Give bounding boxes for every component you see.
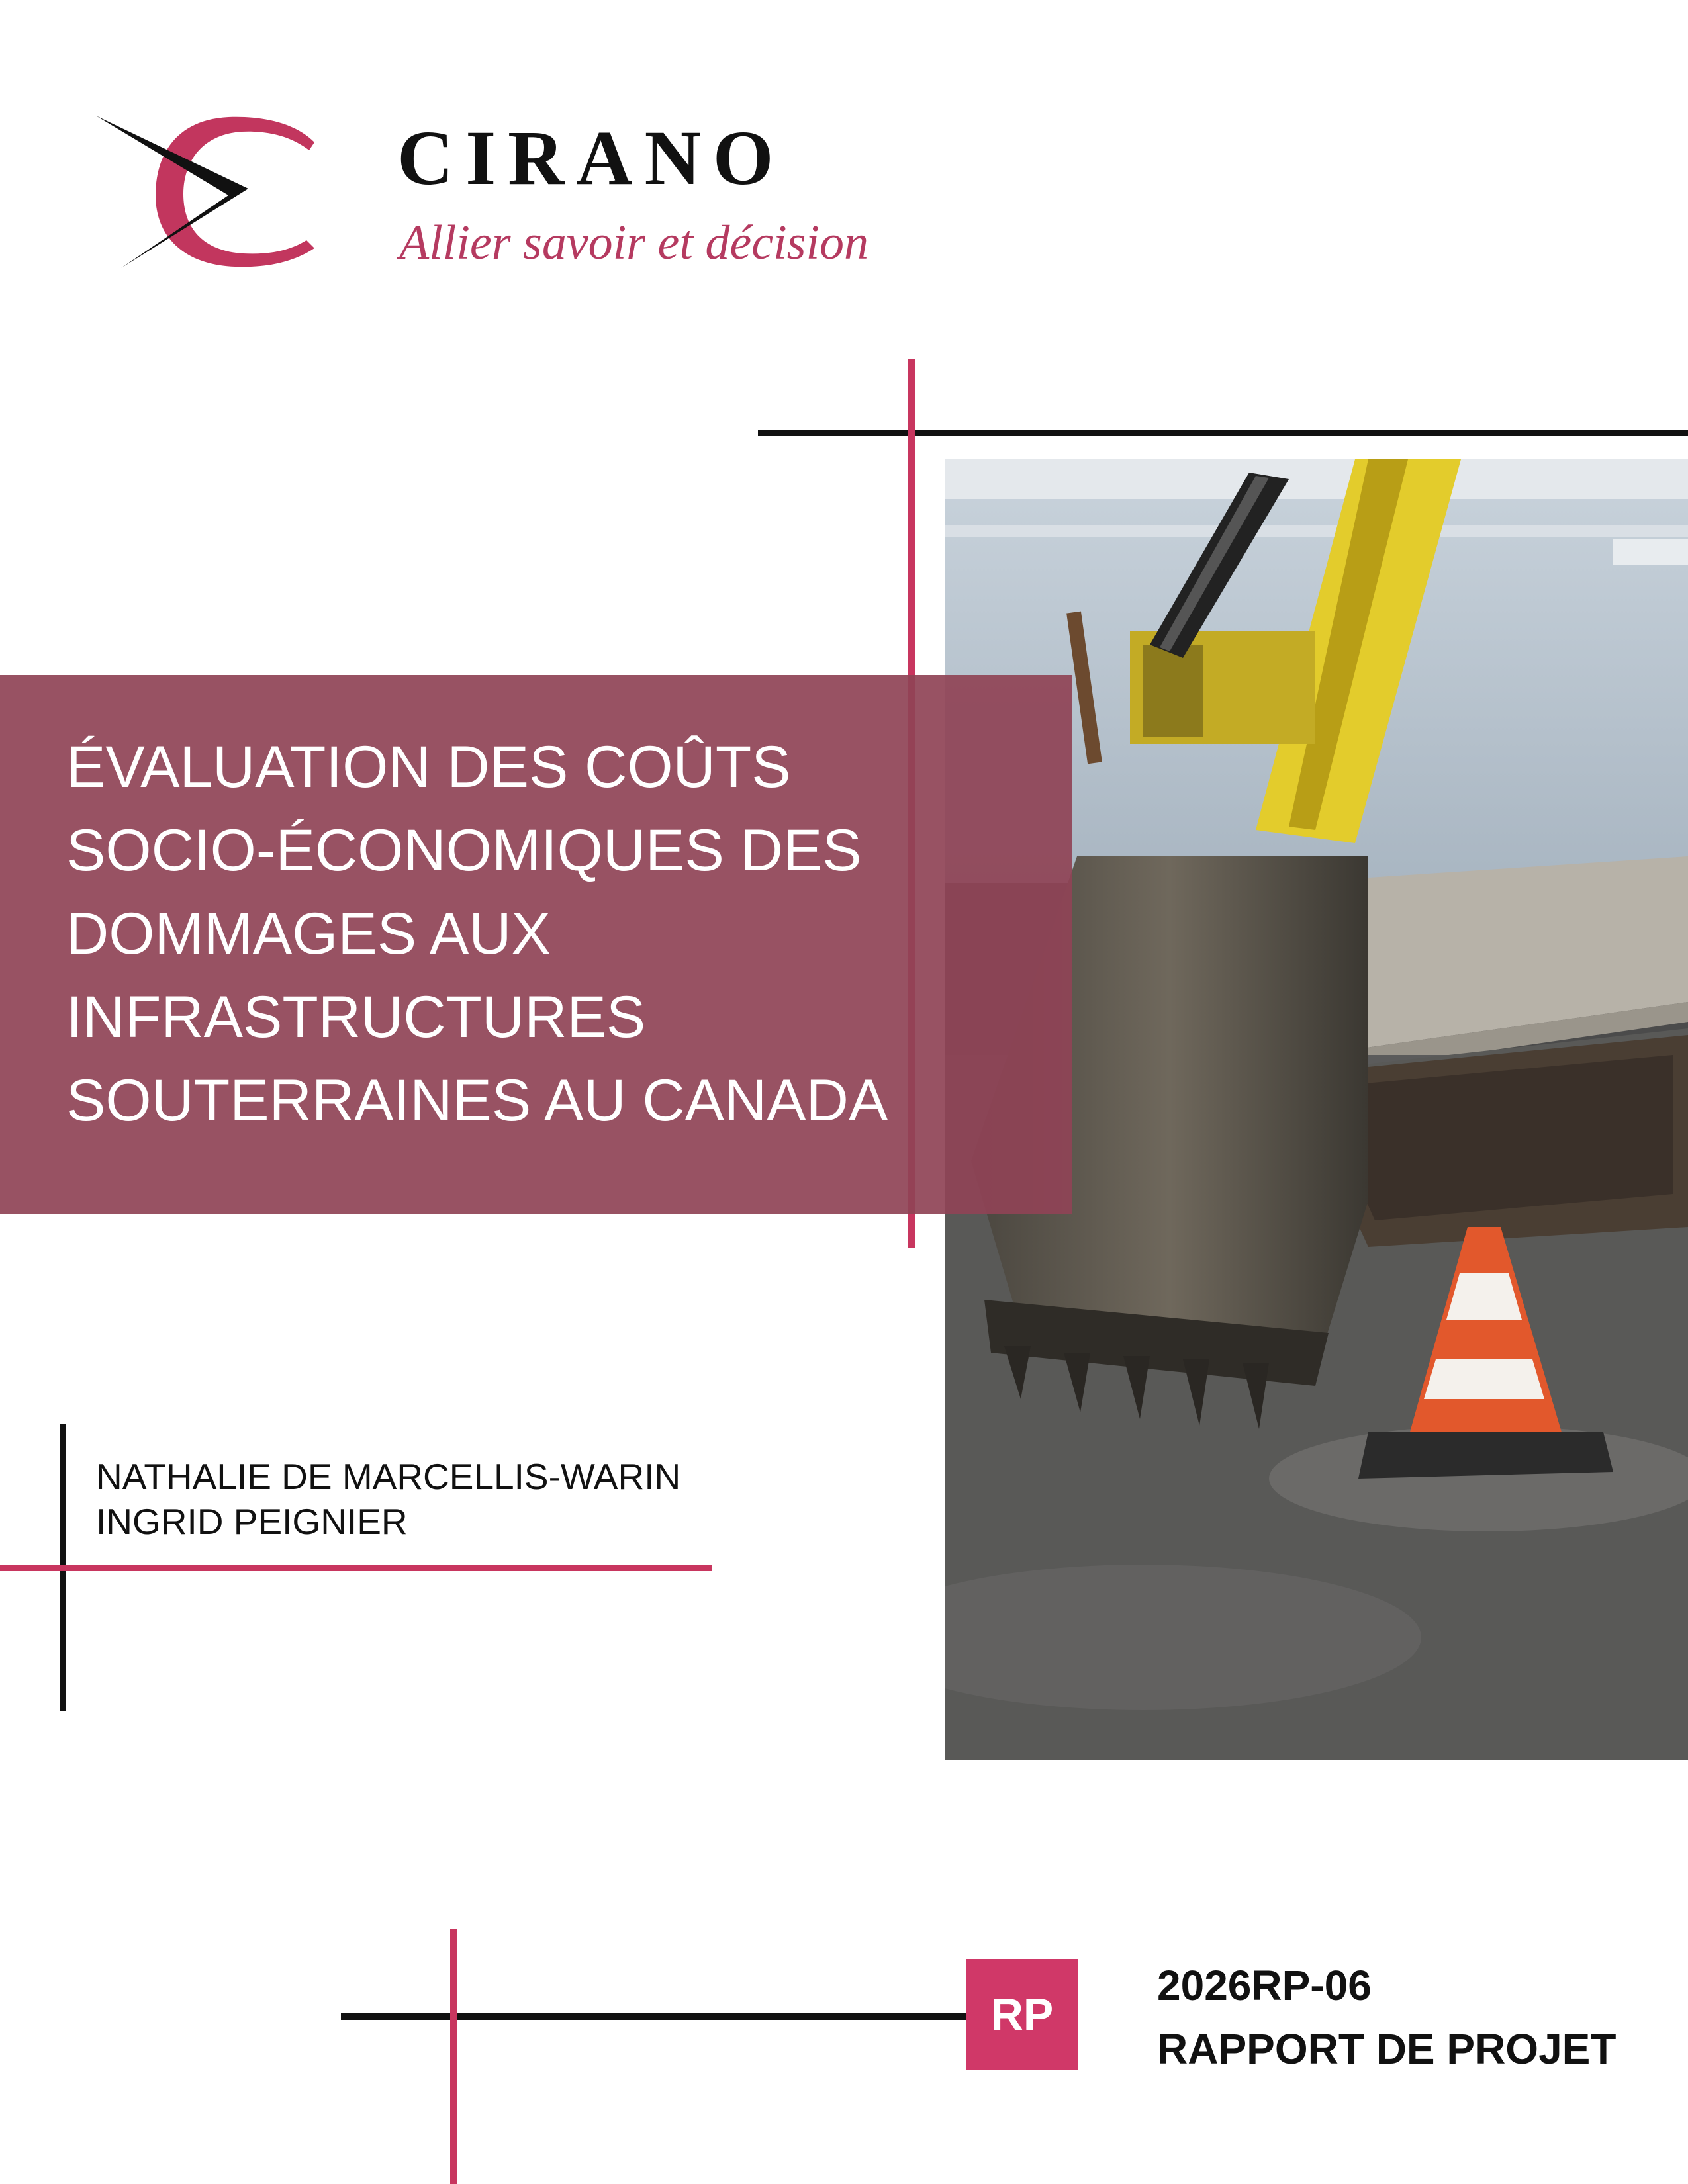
- brand-tagline: Allier savoir et décision: [399, 216, 869, 270]
- divider-line: [0, 1565, 712, 1571]
- divider-line: [450, 1929, 457, 2184]
- divider-line: [758, 430, 1688, 436]
- report-badge: RP: [966, 1959, 1078, 2070]
- report-type: RAPPORT DE PROJET: [1157, 2025, 1617, 2073]
- report-number: 2026RP-06: [1157, 1962, 1372, 2009]
- divider-line: [341, 2013, 966, 2020]
- report-title: ÉVALUATION DES COÛTS SOCIO-ÉCONOMIQUES DES DOMMAGES AUX INFRASTRUCTURES SOUTERRAINES AU CANADA: [66, 733, 888, 1133]
- cirano-logo-icon: [96, 116, 321, 268]
- author-name: NATHALIE DE MARCELLIS-WARIN: [96, 1456, 681, 1497]
- brand-name: CIRANO: [397, 114, 786, 201]
- author-name: INGRID PEIGNIER: [96, 1501, 408, 1542]
